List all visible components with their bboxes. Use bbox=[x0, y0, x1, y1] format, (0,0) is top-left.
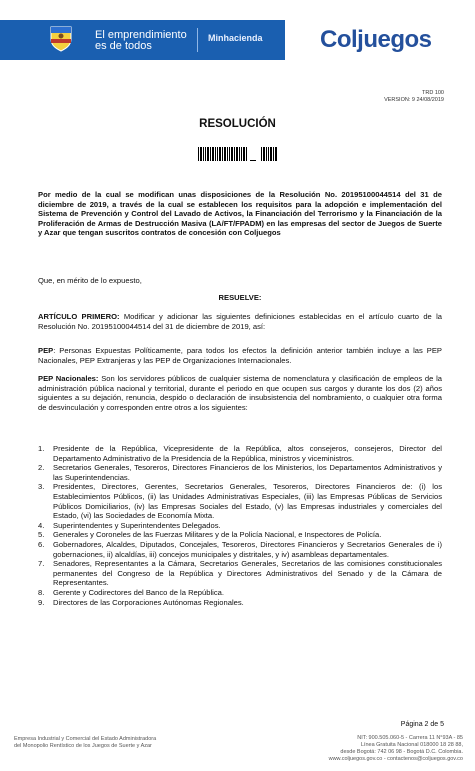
version-code: VERSION: 9 24/08/2019 bbox=[384, 97, 444, 103]
pep-label: PEP bbox=[38, 346, 54, 355]
slogan-line1: El emprendimiento bbox=[95, 29, 187, 41]
list-item: 5. Generales y Coroneles de las Fuerzas Militares y de la Policía Nacional, e Inspectores de Policía. bbox=[38, 530, 382, 540]
list-item: 3. Presidentes, Directores, Gerentes, Secretarios Generales, Tesoreros, Directores Financieros de: (i) los Establecimientos Públicos, (ii) las Unidades Administrativas Especiales, (iii) las Empresas Públicas de Servicios Públicos Domiciliarios, (iv) las Empresas Sociales del Estado, (v) las Empresas industriales y comerciales del Estado, (vi) las Sociedades de Economía Mixta. bbox=[38, 482, 442, 521]
pep-definition bbox=[38, 346, 442, 365]
footer-right: NIT: 900.505.060-5 - Carrera 11 N°93A - 85 Línea Gratuita Nacional 018000 18 28 88, desde Bogotá: 742 06 98 - Bogotá D.C. Colombia. www.coljuegos.gov.co - contactenos@coljuegos.gov.co bbox=[328, 735, 463, 762]
list-item: 7. Senadores, Representantes a la Cámara, Secretarios Generales, Secretarios de las comisiones constitucionales permanentes del Congreso de la República y Directores Administrativos del Senado y de la Cámara de Representantes. bbox=[38, 559, 442, 588]
pep-nacionales-label: PEP Nacionales: bbox=[38, 374, 99, 383]
list-item: 1. Presidente de la República, Vicepresidente de la República, altos consejeros, consejeros, Director del Departamento Administrativo de la Presidencia de la República, ministros y viceministros. bbox=[38, 444, 442, 463]
document-title: RESOLUCIÓN bbox=[199, 118, 276, 130]
list-item: 8. Gerente y Codirectores del Banco de la República. bbox=[38, 587, 224, 597]
barcode bbox=[198, 147, 278, 163]
list-item: 9. Directores de las Corporaciones Autónomas Regionales. bbox=[38, 597, 244, 607]
intro-text: Que, en mérito de lo expuesto, bbox=[38, 276, 142, 285]
version-block bbox=[384, 90, 444, 104]
pep-list bbox=[38, 444, 442, 607]
article-first-label: ARTÍCULO PRIMERO: bbox=[38, 312, 120, 321]
article-first-text: Modificar y adicionar las siguientes definiciones establecidas en el artículo cuarto de la Resolución No. 20195100044514 del 31 de diciembre de 2019, así: bbox=[38, 312, 442, 331]
list-item: 2. Secretarios Generales, Tesoreros, Directores Financieros de los Ministerios, los Departamentos Administrativos y las Superintendencias. bbox=[38, 463, 442, 482]
page-number: Página 2 de 5 bbox=[400, 721, 444, 728]
colombia-seal-icon bbox=[48, 24, 74, 52]
footer-left: Empresa Industrial y Comercial del Estado Administradora del Monopolio Rentístico de los Juegos de Suerte y Azar bbox=[14, 736, 157, 749]
list-item: 6. Gobernadores, Alcaldes, Diputados, Concejales, Tesoreros, Directores Financieros y Secretarios Generales de i) gobernaciones, ii) alcaldías, iii) concejos municipales y distritales, y iv) asambleas departamentales. bbox=[38, 539, 442, 559]
list-item: 4. Superintendentes y Superintendentes Delegados. bbox=[38, 520, 221, 530]
slogan-line2: es de todos bbox=[95, 40, 152, 52]
brand-logo: Coljuegos bbox=[320, 26, 432, 53]
pep-nacionales-definition bbox=[38, 374, 442, 412]
pep-text: : Personas Expuestas Políticamente, para todos los efectos la definición anterior también incluye a las PEP Nacionales, PEP Extranjeras y las PEP de Organizaciones Internacionales. bbox=[38, 346, 442, 365]
article-first bbox=[38, 312, 442, 331]
trd-code: TRD 100 bbox=[421, 90, 444, 96]
preamble: Por medio de la cual se modifican unas disposiciones de la Resolución No. 20195100044514 del 31 de diciembre de 2019, a través de la cual se establecen los requisitos para la adopción e implementación del Sistema de Prevención y Control del Lavado de Activos, la Financiación del Terrorismo y la Financiación de la Proliferación de Armas de Destrucción Masiva (LA/FT/FPADM) en las empresas del sector de Juegos de Suerte y Azar que tengan suscritos contratos de concesión con Coljuegos bbox=[38, 190, 442, 238]
header-separator bbox=[197, 28, 198, 52]
resuelve-heading: RESUELVE: bbox=[218, 293, 262, 302]
pep-nacionales-text: Son los servidores públicos de cualquier sistema de nomenclatura y clasificación de empleos de la administración pública nacional y territorial, durante el periodo en que ocupen sus cargos y durante los dos (2) años siguientes a su dejación, renuncia, despido o declaración de insubsistencia del nombramiento, o cualquier otra forma de desvinculación y corresponden entre otros a los siguientes: bbox=[38, 374, 443, 412]
ministry-label: Minhacienda bbox=[208, 33, 263, 43]
